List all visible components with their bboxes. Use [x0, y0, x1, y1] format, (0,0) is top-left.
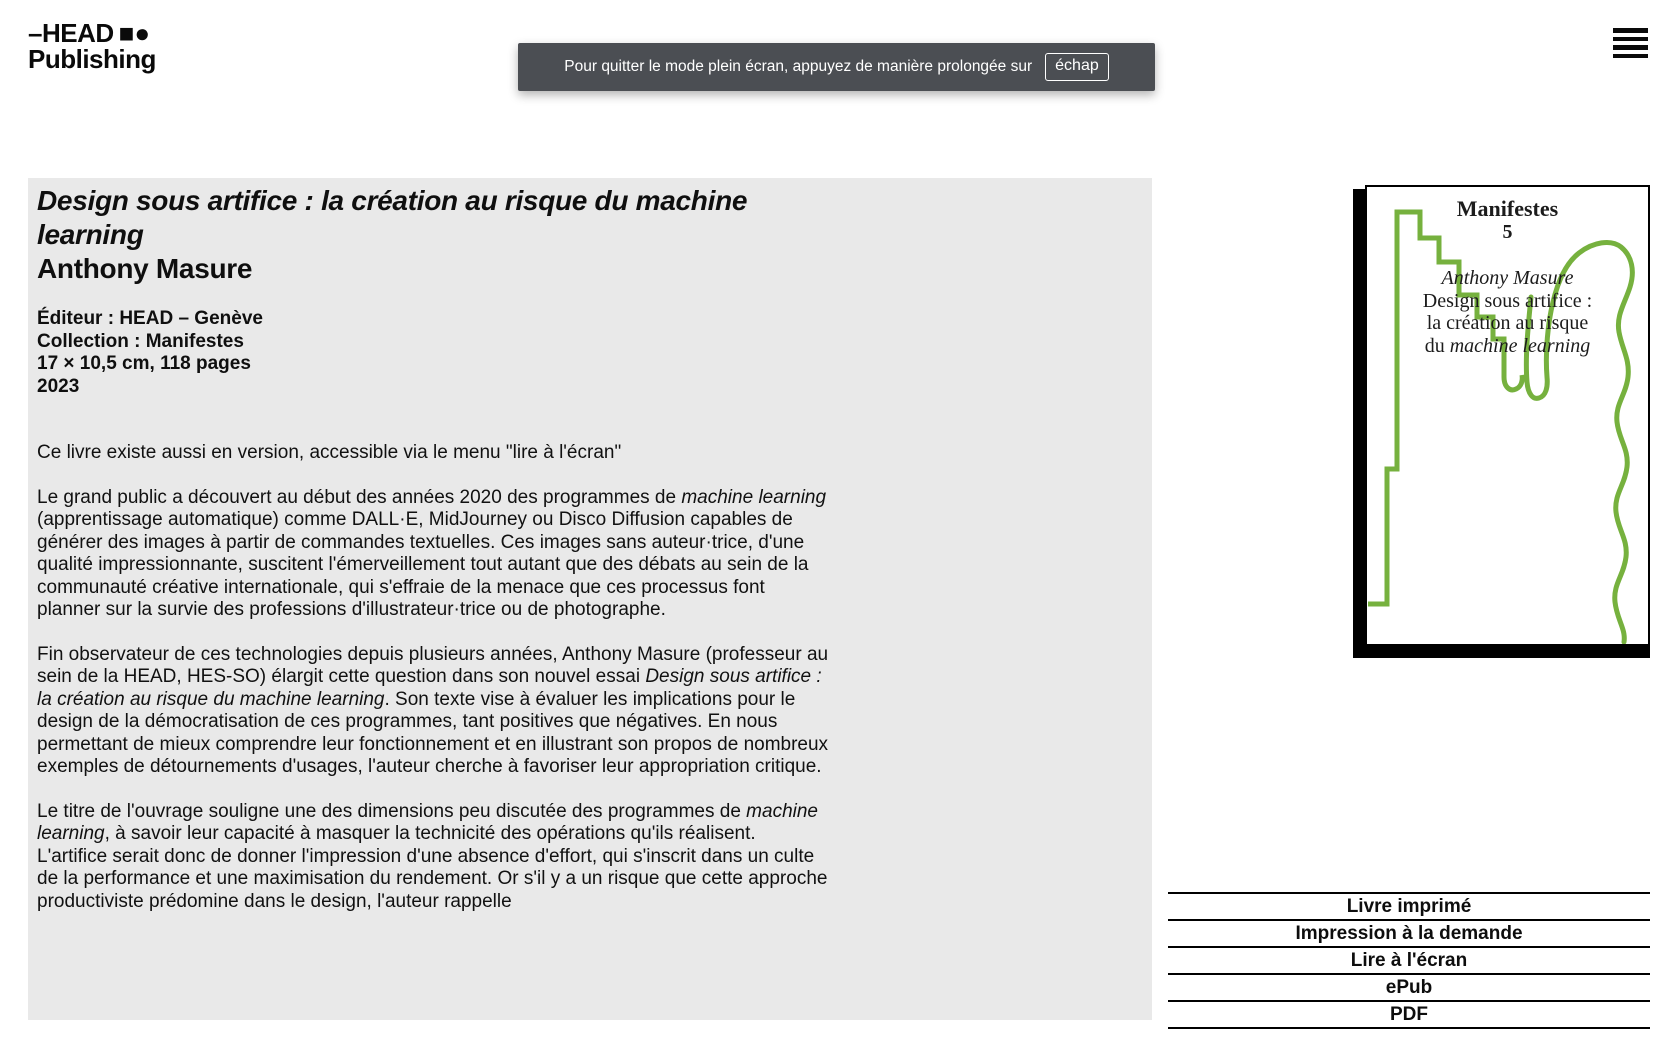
- hamburger-icon: [1613, 28, 1648, 33]
- format-epub[interactable]: ePub: [1168, 973, 1650, 1000]
- description-paragraph: Fin observateur de ces technologies depuis plusieurs années, Anthony Masure (professeur au sein de la HEAD, HES-SO) élargit cette question dans son nouvel essai Design sous artifice : la création au risque du machine learning. Son texte vise à évaluer les implications pour le design de la démocratisation de ces programmes, tant positives que négatives. En nous permettant de mieux comprendre leur fonctionnement et en illustrant son propos de nombreux exemples de détournements d'usages, l'auteur cherche à favoriser leur appropriation critique.: [37, 643, 829, 777]
- book-detail-panel: [28, 178, 1152, 1020]
- cover-title-line: la création au risque: [1426, 312, 1589, 334]
- meta-size-pages: 17 × 10,5 cm, 118 pages: [37, 353, 251, 374]
- fullscreen-notice: [518, 43, 1155, 91]
- cover-text: [1367, 187, 1648, 357]
- cover-title-line: Design sous artifice :: [1422, 289, 1593, 312]
- format-impression-demande[interactable]: Impression à la demande: [1168, 919, 1650, 946]
- book-cover-front: [1365, 185, 1650, 646]
- book-meta: [37, 308, 1152, 398]
- cover-title-block: [1367, 267, 1648, 357]
- meta-year: 2023: [37, 375, 80, 397]
- escape-key: échap: [1045, 53, 1109, 81]
- cover-series-number: 5: [1502, 221, 1513, 243]
- logo-square-icon: ■: [118, 18, 135, 48]
- book-cover[interactable]: [1353, 185, 1650, 658]
- cover-author: Anthony Masure: [1441, 267, 1574, 289]
- site-logo[interactable]: [28, 20, 156, 72]
- fullscreen-notice-text: Pour quitter le mode plein écran, appuyez de manière prolongée sur: [564, 58, 1033, 75]
- logo-line1: [28, 20, 156, 46]
- menu-button[interactable]: [1613, 28, 1648, 58]
- book-title: Design sous artifice : la création au risque du machine learning: [37, 185, 748, 250]
- cover-title-line: du machine learning: [1424, 334, 1591, 357]
- format-livre-imprime[interactable]: Livre imprimé: [1168, 892, 1650, 919]
- description-paragraph: Ce livre existe aussi en version, accessible via le menu "lire à l'écran": [37, 442, 622, 463]
- description-paragraph: Le grand public a découvert au début des années 2020 des programmes de machine learning (apprentissage automatique) comme DALL·E, MidJourney ou Disco Diffusion capables de générer des images à partir de commandes textuelles. Ces images sans auteur·trice, d'une qualité impressionnante, suscitent l'émerveillement tout autant que des débats au sein de la communauté créative internationale, qui s'effraie de la menace que ces processus font planner sur la survie des professions d'illustrateur·trice ou de photographe.: [37, 486, 827, 620]
- book-author: Anthony Masure: [37, 253, 253, 284]
- formats-list: [1168, 892, 1650, 1029]
- logo-line2: Publishing: [28, 44, 156, 74]
- format-lire-ecran[interactable]: Lire à l'écran: [1168, 946, 1650, 973]
- meta-collection: Collection : Manifestes: [37, 330, 244, 352]
- cover-series-title: Manifestes: [1456, 196, 1559, 221]
- description-paragraph: Le titre de l'ouvrage souligne une des dimensions peu discutée des programmes de machine learning, à savoir leur capacité à masquer la technicité des opérations qu'ils réalisent. L'artifice serait donc de donner l'impression d'une absence d'effort, qui s'inscrit dans un culte de la performance et une maximisation du rendement. Or s'il y a un risque que cette approche productiviste prédomine dans le design, l'auteur rappelle: [37, 800, 828, 912]
- logo-circle-icon: ●: [134, 18, 151, 48]
- book-description: [37, 442, 829, 913]
- logo-wordmark: –HEAD: [28, 18, 114, 48]
- meta-publisher: Éditeur : HEAD – Genève: [37, 308, 263, 329]
- format-pdf[interactable]: PDF: [1168, 1000, 1650, 1029]
